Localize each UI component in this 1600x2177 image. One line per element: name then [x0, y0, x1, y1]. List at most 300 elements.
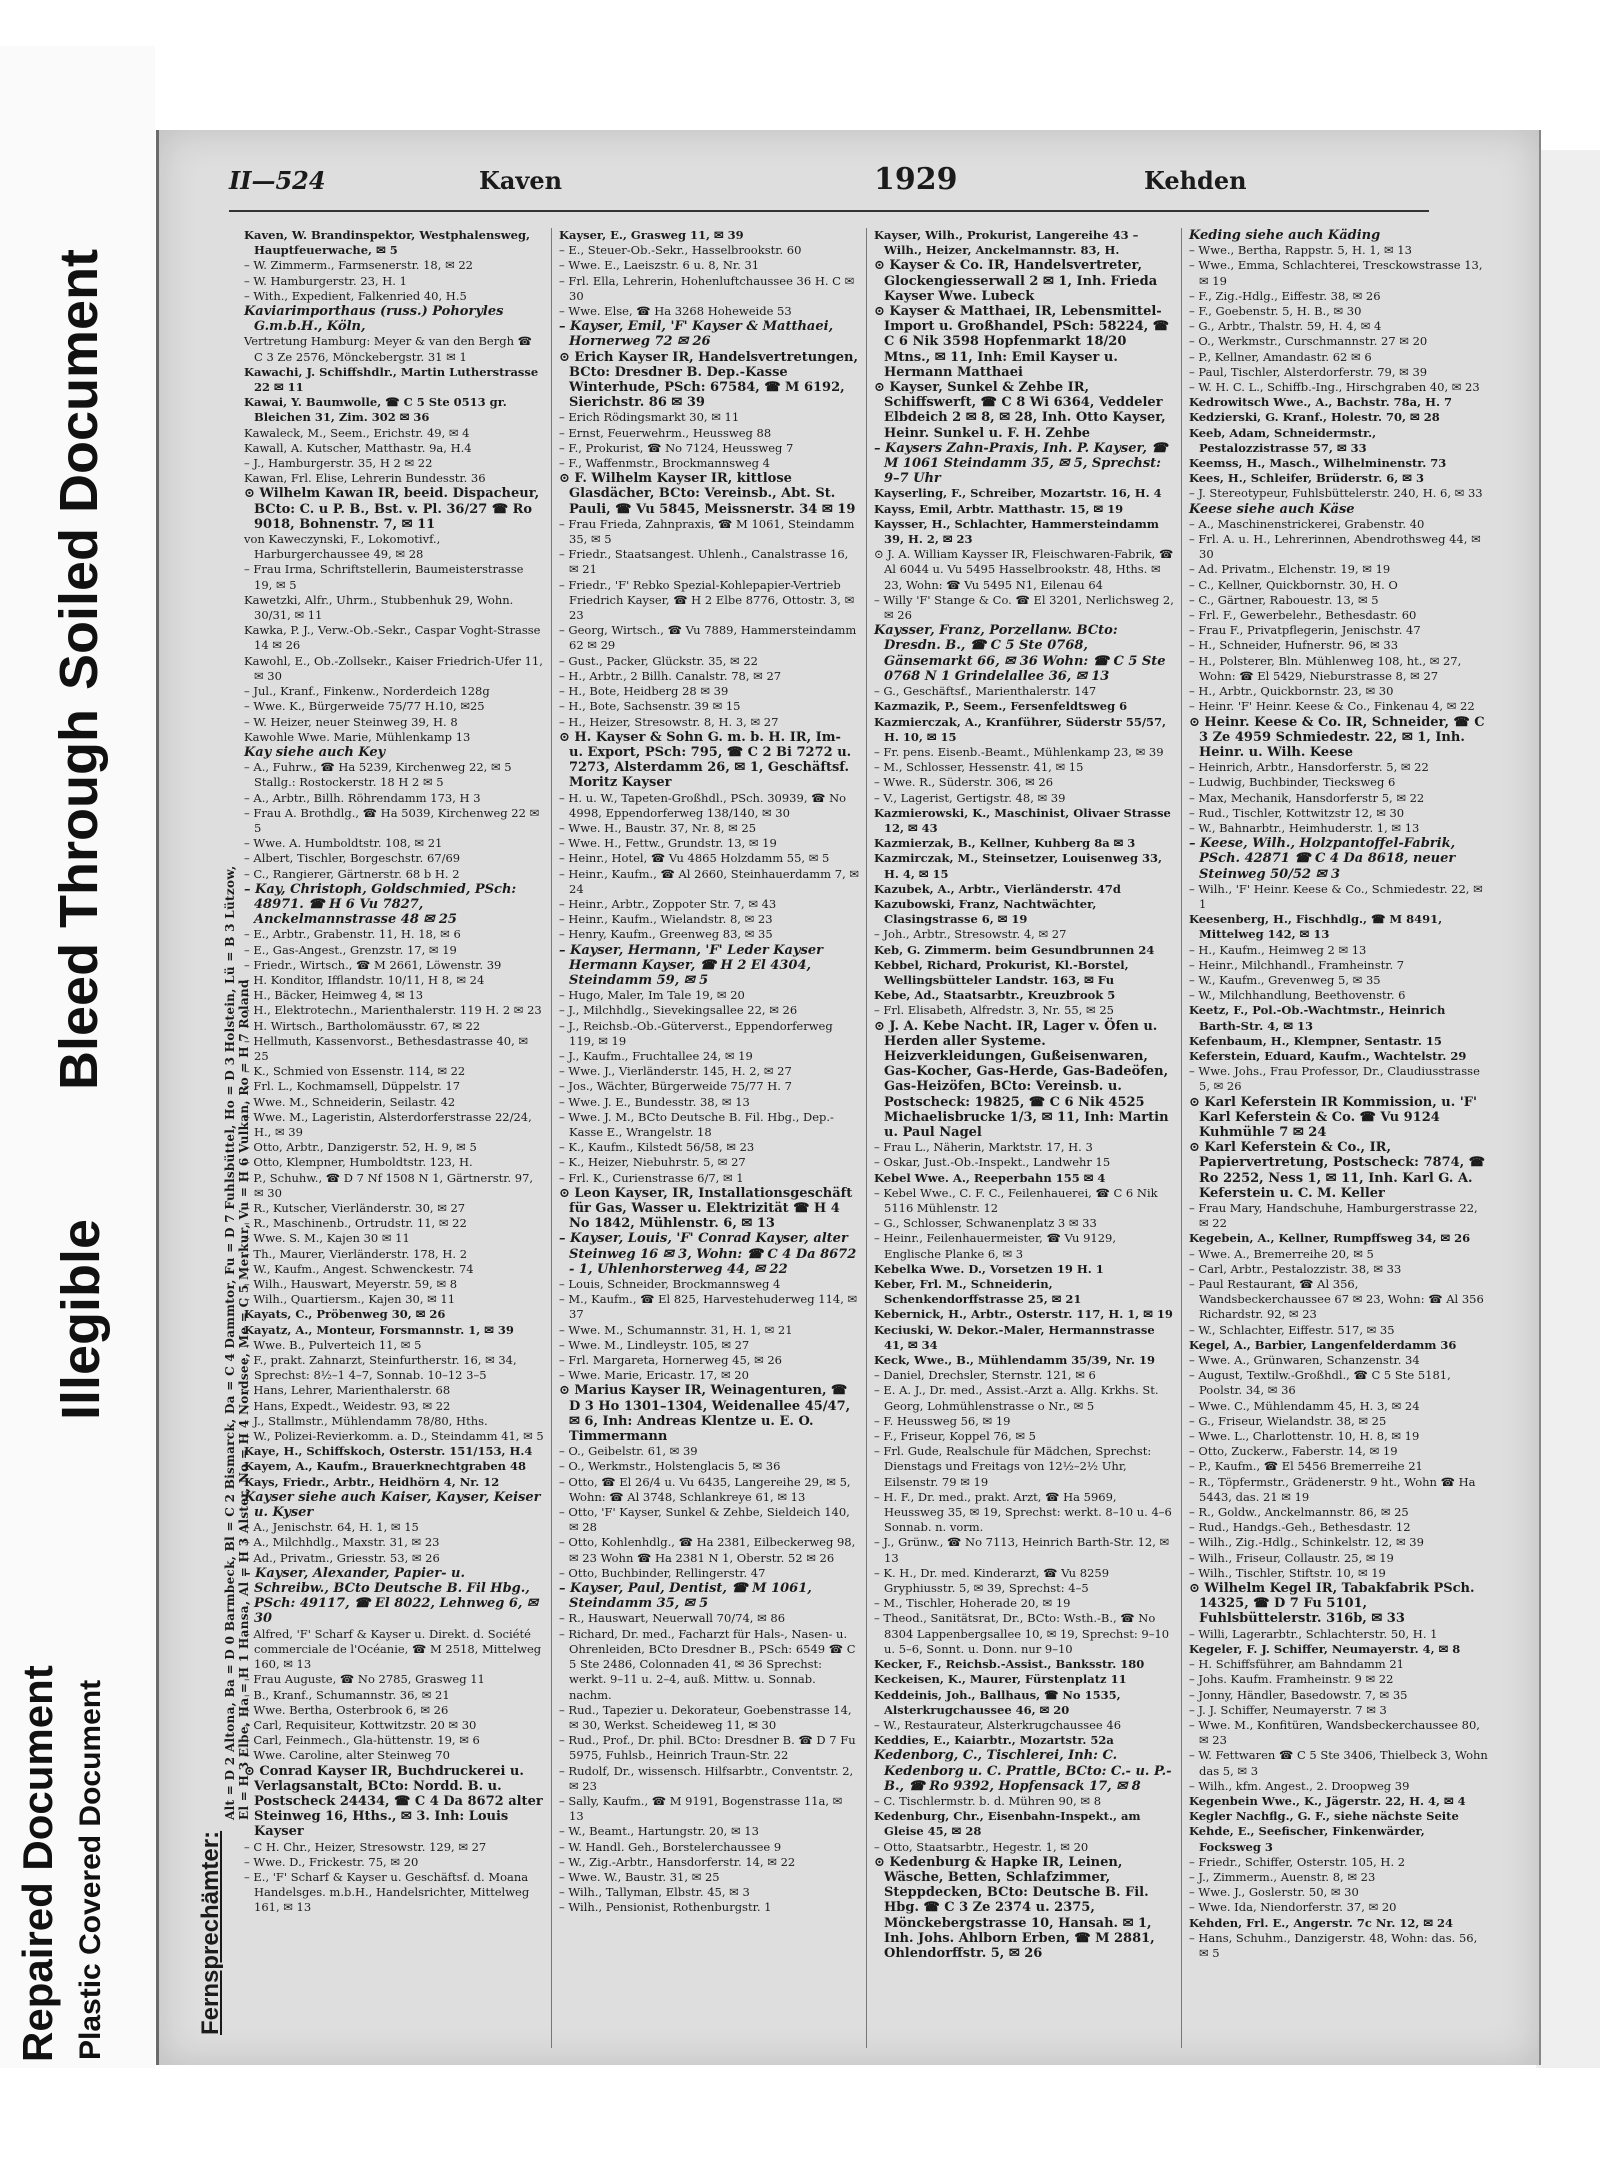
- directory-entry: – Wwe. R., Süderstr. 306, ✉ 26: [874, 775, 1054, 790]
- directory-entry: – Kayser, Alexander, Papier- u. Schreibw., BCto Deutsche B. Fil Hbg., PSch: 49117, ☎ El 8022, Lehnweg 6, ✉ 30: [244, 1565, 538, 1627]
- directory-entry: – Wwe. B., Pulverteich 11, ✉ 5: [244, 1337, 422, 1352]
- directory-entry: – Wwe. H., Fettw., Grundstr. 13, ✉ 19: [559, 836, 777, 851]
- directory-entry: Kaysser, Franz, Porzellanw. BCto: Dresdn. B., ☎ C 5 Ste 0768, Gänsemarkt 66, ✉ 36 Wohn: ☎ C 5 Ste 0768 N 1 Grindelallee 36, ✉ 13: [874, 623, 1166, 684]
- directory-entry: – H., Schneider, Hufnerstr. 96, ✉ 33: [1189, 638, 1399, 653]
- directory-entry: – Hellmuth, Kassenvorst., Bethesdastrasse 40, ✉ 25: [244, 1033, 529, 1063]
- directory-entry: – Otto, Buchbinder, Rellingerstr. 47: [559, 1565, 766, 1580]
- guide-word-last: Kehden: [1144, 166, 1247, 195]
- directory-entry: – J., Reichsb.-Ob.-Güterverst., Eppendorferweg 119, ✉ 19: [559, 1018, 833, 1048]
- directory-entry: Keferstein, Eduard, Kaufm., Wachtelstr. 29: [1189, 1048, 1467, 1063]
- directory-entry: – A., Fuhrw., ☎ Ha 5239, Kirchenweg 22, ✉ 5 Stallg.: Rostockerstr. 18 H 2 ✉ 5: [244, 760, 512, 790]
- directory-entry: – Kayser, Paul, Dentist, ☎ M 1061, Steindamm 35, ✉ 5: [559, 1581, 812, 1612]
- directory-entry: Kaven, W. Brandinspektor, Westphalensweg, Hauptfeuerwache, ✉ 5: [244, 228, 531, 258]
- directory-entry: – H., Elektrotechn., Marienthalerstr. 119 H. 2 ✉ 23: [244, 1003, 542, 1018]
- directory-column-4: [1189, 228, 1489, 1961]
- guide-word-first: Kaven: [479, 166, 563, 195]
- page-number: II—524: [229, 166, 326, 195]
- directory-entry: – Kayser, Hermann, 'F' Leder Kayser Hermann Kayser, ☎ H 2 El 4304, Steindamm 59, ✉ 5: [559, 942, 823, 988]
- directory-entry: – Wwe. Else, ☎ Ha 3268 Hoheweide 53: [559, 304, 792, 319]
- directory-entry: ⊙ Heinr. Keese & Co. IR, Schneider, ☎ C 3 Ze 4959 Schmiedestr. 22, ✉ 1, Inh. Heinr. u. Wilh. Keese: [1189, 714, 1485, 760]
- directory-entry: – Wwe. Marie, Ericastr. 17, ✉ 20: [559, 1368, 749, 1383]
- directory-entry: – Ad., Privatm., Griesstr. 53, ✉ 26: [244, 1550, 440, 1565]
- directory-entry: – Wwe. A. Humboldtstr. 108, ✉ 21: [244, 836, 443, 851]
- directory-entry: Keciuski, W. Dekor.-Maler, Hermannstrasse 41, ✉ 34: [874, 1322, 1155, 1352]
- label-illegible: Illegible: [51, 1218, 111, 1420]
- directory-entry: – H., Bäcker, Heimweg 4, ✉ 13: [244, 988, 424, 1003]
- directory-entry: – P., Schuhw., ☎ D 7 Nf 1508 N 1, Gärtnerstr. 97, ✉ 30: [244, 1170, 534, 1200]
- directory-entry: Kayats, C., Pröbenweg 30, ✉ 26: [244, 1307, 446, 1322]
- directory-entry: – Keese, Wilh., Holzpantoffel-Fabrik, PSch. 42871 ☎ C 4 Da 8618, neuer Steinweg 50/52 ✉ 3: [1189, 836, 1456, 882]
- directory-entry: Keddeinis, Joh., Ballhaus, ☎ No 1535, Alsterkrugchaussee 46, ✉ 20: [874, 1687, 1121, 1717]
- directory-entry: – Kebel Wwe., C. F. C., Feilenhauerei, ☎ C 6 Nik 5116 Mühlenstr. 12: [874, 1185, 1158, 1215]
- directory-entry: – Otto, Klempner, Humboldtstr. 123, H.: [244, 1155, 473, 1170]
- directory-entry: – W., Schlachter, Eiffestr. 517, ✉ 35: [1189, 1322, 1395, 1337]
- directory-entry: – Otto, Zuckerw., Faberstr. 14, ✉ 19: [1189, 1444, 1398, 1459]
- directory-entry: – Wwe. L., Charlottenstr. 10, H. 8, ✉ 19: [1189, 1429, 1420, 1444]
- label-bleed: Bleed Through: [49, 709, 109, 1090]
- directory-entry: – E., Steuer-Ob.-Sekr., Hasselbrookstr. 60: [559, 243, 802, 258]
- directory-entry: – A., Milchhdlg., Maxstr. 31, ✉ 23: [244, 1535, 440, 1550]
- directory-entry: – O., Werkmstr., Curschmannstr. 27 ✉ 20: [1189, 334, 1428, 349]
- directory-entry: – Wwe. J., Vierländerstr. 145, H. 2, ✉ 27: [559, 1064, 792, 1079]
- directory-entry: – Frl. F., Gewerbelehr., Bethesdastr. 60: [1189, 608, 1417, 623]
- directory-entry: – F., Friseur, Koppel 76, ✉ 5: [874, 1429, 1036, 1444]
- directory-entry: Keckeisen, K., Maurer, Fürstenplatz 11: [874, 1672, 1127, 1687]
- directory-entry: – R., Kutscher, Vierländerstr. 30, ✉ 27: [244, 1201, 466, 1215]
- directory-entry: ⊙ Kayser & Co. IR, Handelsvertreter, Glockengiesserwall 2 ✉ 1, Inh. Frieda Kayser Wwe. Lubeck: [874, 258, 1158, 304]
- directory-entry: Keeb, Adam, Schneidermstr., Pestalozzistrasse 57, ✉ 33: [1189, 425, 1377, 455]
- directory-entry: – Wwe. K., Bürgerweide 75/77 H.10, ✉25: [244, 699, 485, 714]
- directory-entry: ⊙ Leon Kayser, IR, Installationsgeschäft für Gas, Wasser u. Elektrizität ☎ H 4 No 1842, Mühlenstr. 6, ✉ 13: [559, 1185, 853, 1232]
- directory-entry: – Wwe. M., Lindleystr. 105, ✉ 27: [559, 1337, 750, 1352]
- directory-entry: Keetz, F., Pol.-Ob.-Wachtmstr., Heinrich Barth-Str. 4, ✉ 13: [1189, 1003, 1446, 1033]
- directory-entry: – Wwe. H., Baustr. 37, Nr. 8, ✉ 25: [559, 820, 757, 835]
- directory-entry: Keddies, E., Kaiarbtr., Mozartstr. 52a: [874, 1733, 1114, 1748]
- directory-entry: – Wwe. E., Laeiszstr. 6 u. 8, Nr. 31: [559, 258, 760, 273]
- directory-entry: – Alfred, 'F' Scharf & Kayser u. Direkt. d. Société commerciale de l'Océanie, ☎ M 2518, Mittelweg 160, ✉ 13: [244, 1626, 542, 1672]
- directory-entry: – Kayser, Emil, 'F' Kayser & Matthaei, Hornerweg 72 ✉ 26: [559, 319, 834, 350]
- directory-entry: – E., Arbtr., Grabenstr. 11, H. 18, ✉ 6: [244, 927, 461, 942]
- directory-entry: – E., Gas-Angest., Grenzstr. 17, ✉ 19: [244, 942, 457, 957]
- directory-entry: – R., Hauswart, Neuerwall 70/74, ✉ 86: [559, 1611, 786, 1626]
- directory-entry: – Wwe. Caroline, alter Steinweg 70: [244, 1748, 450, 1763]
- directory-entry: – Kayser, Louis, 'F' Conrad Kayser, alter Steinweg 16 ✉ 3, Wohn: ☎ C 4 Da 8672 - 1, Uhlenhorsterweg 44, ✉ 22: [559, 1231, 857, 1277]
- directory-entry: – J., Grünw., ☎ No 7113, Heinrich Barth-Str. 12, ✉ 13: [874, 1535, 1170, 1565]
- directory-year: 1929: [874, 162, 958, 197]
- directory-entry: – A., Arbtr., Billh. Röhrendamm 173, H 3: [244, 790, 481, 805]
- directory-entry: – Sally, Kaufm., ☎ M 9191, Bogenstrasse 11a, ✉ 13: [559, 1793, 843, 1824]
- directory-entry: – Wwe. D., Frickestr. 75, ✉ 20: [244, 1854, 419, 1869]
- directory-entry: – Wilh., Tallyman, Elbstr. 45, ✉ 3: [559, 1885, 750, 1900]
- directory-entry: – Willi, Lagerarbtr., Schlachterstr. 50, H. 1: [1189, 1626, 1438, 1641]
- directory-entry: – Max, Mechanik, Hansdorferstr 5, ✉ 22: [1189, 790, 1425, 805]
- directory-entry: – H. Schiffsführer, am Bahndamm 21: [1189, 1657, 1404, 1672]
- directory-entry: – W., Bahnarbtr., Heimhuderstr. 1, ✉ 13: [1189, 820, 1420, 835]
- directory-entry: – Heinr., Feilenhauermeister, ☎ Vu 9129, Englische Planke 6, ✉ 3: [874, 1231, 1117, 1261]
- directory-entry: – Otto, Staatsarbtr., Hegestr. 1, ✉ 20: [874, 1839, 1089, 1854]
- directory-entry: – J., Stallmstr., Mühlendamm 78/80, Hths.: [244, 1413, 488, 1428]
- directory-entry: – W. Hamburgerstr. 23, H. 1: [244, 273, 407, 288]
- directory-entry: – Frau F., Privatpflegerin, Jenischstr. 47: [1189, 623, 1421, 638]
- directory-entry: Kayser, Wilh., Prokurist, Langereihe 43 – Wilh., Heizer, Anckelmannstr. 83, H.: [874, 228, 1139, 258]
- directory-entry: Kegebein, A., Kellner, Rumpffsweg 34, ✉ 26: [1189, 1231, 1471, 1246]
- directory-entry: Keesenberg, H., Fischhdlg., ☎ M 8491, Mittelweg 142, ✉ 13: [1189, 912, 1443, 942]
- directory-entry: – J., Zimmerm., Auenstr. 8, ✉ 23: [1189, 1869, 1376, 1884]
- directory-entry: Kawall, A. Kutscher, Matthastr. 9a, H.4: [244, 440, 472, 455]
- directory-entry: – W., Kaufm., Grevenweg 5, ✉ 35: [1189, 972, 1381, 987]
- directory-entry: – Wwe. M., Konfitüren, Wandsbeckerchaussee 80, ✉ 23: [1189, 1717, 1480, 1748]
- directory-entry: Kees, H., Schleifer, Brüderstr. 6, ✉ 3: [1189, 471, 1424, 486]
- directory-entry: – F., Goebenstr. 5, H. B., ✉ 30: [1189, 304, 1362, 319]
- directory-entry: – Friedr., Wirtsch., ☎ M 2661, Löwenstr. 39: [244, 957, 502, 972]
- directory-entry: – Willy 'F' Stange & Co. ☎ El 3201, Nerlichsweg 2, ✉ 26: [874, 592, 1174, 623]
- directory-entry: – Friedr., 'F' Rebko Spezial-Kohlepapier-Vertrieb Friedrich Kayser, ☎ H 2 Elbe 8776, Ottostr. 3, ✉ 23: [559, 577, 855, 623]
- directory-entry: – Kay, Christoph, Goldschmied, PSch: 48971. ☎ H 6 Vu 7827, Anckelmannstrasse 48 ✉ 25: [244, 881, 517, 928]
- directory-entry: – Rud., Tischler, Kottwitzstr 12, ✉ 30: [1189, 805, 1405, 820]
- directory-entry: – Wilh., 'F' Heinr. Keese & Co., Schmiedestr. 22, ✉ 1: [1189, 881, 1483, 911]
- directory-entry: – M., Schlosser, Hessenstr. 41, ✉ 15: [874, 760, 1084, 775]
- directory-entry: Keemss, H., Masch., Wilhelminenstr. 73: [1189, 456, 1447, 471]
- directory-entry: – Rud., Tapezier u. Dekorateur, Goebenstrasse 14, ✉ 30, Werkst. Scheideweg 11, ✉ 30: [559, 1702, 852, 1732]
- directory-entry: – Frl. Elisabeth, Alfredstr. 3, Nr. 55, ✉ 25: [874, 1003, 1114, 1018]
- directory-entry: – Daniel, Drechsler, Sternstr. 121, ✉ 6: [874, 1368, 1096, 1383]
- directory-entry: Kazmirczak, M., Steinsetzer, Louisenweg 33, H. 4, ✉ 15: [874, 851, 1163, 881]
- directory-column-2: [559, 228, 859, 1916]
- directory-column-3: [874, 228, 1174, 1961]
- directory-entry: – Paul Restaurant, ☎ Al 356, Wandsbeckerchaussee 67 ✉ 23, Wohn: ☎ Al 356 Richardstr. 92, ✉ 23: [1189, 1277, 1484, 1322]
- directory-entry: Kawachi, J. Schiffshdlr., Martin Lutherstrasse 22 ✉ 11: [244, 364, 539, 395]
- directory-entry: – H., Bote, Heidberg 28 ✉ 39: [559, 684, 729, 699]
- directory-entry: – Heinr., Hotel, ☎ Vu 4865 Holzdamm 55, ✉ 5: [559, 851, 830, 866]
- directory-entry: – Hans, Expedt., Weidestr. 93, ✉ 22: [244, 1398, 451, 1413]
- directory-entry: – Wilh., Hauswart, Meyerstr. 59, ✉ 8: [244, 1277, 458, 1292]
- directory-entry: – Ad. Privatm., Elchenstr. 19, ✉ 19: [1189, 562, 1391, 577]
- directory-entry: – Georg, Wirtsch., ☎ Vu 7889, Hammersteindamm 62 ✉ 29: [559, 623, 857, 653]
- directory-entry: Kecker, F., Reichsb.-Assist., Banksstr. 180: [874, 1657, 1145, 1672]
- directory-entry: – P., Kaufm., ☎ El 5456 Bremerreihe 21: [1189, 1459, 1423, 1474]
- directory-entry: – H. Konditor, Ifflandstr. 10/11, H 8, ✉ 24: [244, 972, 485, 987]
- directory-entry: – Frau L., Näherin, Marktstr. 17, H. 3: [874, 1140, 1093, 1155]
- directory-entry: – Wwe. Johs., Frau Professor, Dr., Claudiusstrasse 5, ✉ 26: [1189, 1064, 1480, 1094]
- directory-entry: – Rud., Handgs.-Geh., Bethesdastr. 12: [1189, 1520, 1411, 1535]
- directory-entry: – Erich Rödingsmarkt 30, ✉ 11: [559, 410, 740, 425]
- directory-entry: Kazubowski, Franz, Nachtwächter, Clasingstrasse 6, ✉ 19: [874, 896, 1097, 927]
- directory-entry: – G., Friseur, Wielandstr. 38, ✉ 25: [1189, 1413, 1387, 1428]
- directory-entry: – W. Heizer, neuer Steinweg 39, H. 8: [244, 714, 458, 729]
- directory-entry: Kebelka Wwe. D., Vorsetzen 19 H. 1: [874, 1261, 1104, 1276]
- directory-entry: – C., Kellner, Quickbornstr. 30, H. O: [1189, 577, 1398, 592]
- directory-entry: – V., Lagerist, Gertigstr. 48, ✉ 39: [874, 790, 1066, 805]
- directory-entry: – W., Kaufm., Angest. Schwenckestr. 74: [244, 1261, 474, 1276]
- directory-entry: – F., Waffenmstr., Brockmannsweg 4: [559, 456, 770, 471]
- directory-entry: – F., prakt. Zahnarzt, Steinfurtherstr. 16, ✉ 34, Sprechst: 8½–1 4–7, Sonnab. 10–12 3–5: [244, 1353, 517, 1383]
- directory-entry: – Wwe. J., Goslerstr. 50, ✉ 30: [1189, 1885, 1359, 1900]
- sidebar-title: Fernsprechämter:: [197, 1830, 224, 2035]
- directory-entry: ⊙ Karl Keferstein IR Kommission, u. 'F' Karl Keferstein & Co. ☎ Vu 9124 Kuhmühle 7 ✉ 24: [1189, 1094, 1477, 1140]
- directory-entry: – J. J. Schiffer, Neumayerstr. 7 ✉ 3: [1189, 1702, 1387, 1717]
- directory-entry: – H., Arbtr., 2 Billh. Canalstr. 78, ✉ 27: [559, 668, 782, 683]
- directory-entry: – F., Prokurist, ☎ No 7124, Heussweg 7: [559, 440, 794, 455]
- directory-entry: Keding siehe auch Käding: [1189, 228, 1381, 243]
- directory-column-1: [244, 228, 544, 1916]
- directory-entry: – Jul., Kranf., Finkenw., Norderdeich 128g: [244, 684, 490, 699]
- scanned-page: [156, 130, 1541, 2065]
- directory-entry: – Wwe., Emma, Schlachterei, Tresckowstrasse 13, ✉ 19: [1189, 258, 1483, 288]
- directory-entry: – C. Tischlermstr. b. d. Mühren 90, ✉ 8: [874, 1793, 1102, 1808]
- directory-entry: – Wwe. J. M., BCto Deutsche B. Fil. Hbg., Dep.-Kasse E., Wrangelstr. 18: [559, 1109, 834, 1139]
- directory-entry: – Joh., Arbtr., Stresowstr. 4, ✉ 27: [874, 927, 1067, 942]
- directory-entry: Keber, Frl. M., Schneiderin, Schenkendorffstrasse 25, ✉ 21: [874, 1277, 1082, 1307]
- directory-entry: ⊙ H. Kayser & Sohn G. m. b. H. IR, Im- u. Export, PSch: 795, ☎ C 2 Bi 7272 u. 7273, Alsterdamm 26, ✉ 1, Geschäftsf. Moritz Kayser: [559, 729, 852, 791]
- directory-entry: – P., Kellner, Amandastr. 62 ✉ 6: [1189, 349, 1372, 364]
- directory-entry: ⊙ Marius Kayser IR, Weinagenturen, ☎ D 3 Ho 1301–1304, Weidenallee 45/47, ✉ 6, Inh: Andreas Klentze u. E. O. Timmermann: [559, 1383, 851, 1445]
- directory-entry: Kays, Friedr., Arbtr., Heidhörn 4, Nr. 12: [244, 1474, 500, 1489]
- directory-entry: – Heinr., Milchhandl., Framheinstr. 7: [1189, 957, 1405, 972]
- directory-entry: Kegenbein Wwe., K., Jägerstr. 22, H. 4, ✉ 4: [1189, 1793, 1466, 1808]
- directory-entry: – Heinrich, Arbtr., Hansdorferstr. 5, ✉ 22: [1189, 760, 1429, 775]
- directory-entry: – M., Kaufm., ☎ El 825, Harvestehuderweg 114, ✉ 37: [559, 1292, 858, 1322]
- directory-entry: – R., Maschinenb., Ortrudstr. 11, ✉ 22: [244, 1216, 467, 1231]
- directory-entry: – Otto, ☎ El 26/4 u. Vu 6435, Langereihe 29, ✉ 5, Wohn: ☎ Al 3748, Schlankreye 61, ✉ 13: [559, 1474, 851, 1504]
- directory-entry: – Jonny, Händler, Basedowstr. 7, ✉ 35: [1189, 1687, 1408, 1702]
- directory-entry: – H., Polsterer, Bln. Mühlenweg 108, ht., ✉ 27, Wohn: ☎ El 5429, Nieburstrasse 8, ✉ 27: [1189, 653, 1462, 683]
- directory-entry: – Heinr., Kaufm., ☎ Al 2660, Steinhauerdamm 7, ✉ 24: [559, 866, 860, 896]
- directory-entry: – W. H. C. L., Schiffb.-Ing., Hirschgraben 40, ✉ 23: [1189, 380, 1480, 395]
- directory-entry: – H., Bote, Sachsenstr. 39 ✉ 15: [559, 699, 741, 714]
- directory-entry: – Carl, Arbtr., Pestalozzistr. 38, ✉ 33: [1189, 1261, 1402, 1276]
- directory-entry: Kayatz, A., Monteur, Forsmannstr. 1, ✉ 39: [244, 1322, 514, 1337]
- directory-entry: Kawohl, E., Ob.-Zollsekr., Kaiser Friedrich-Ufer 11, ✉ 30: [244, 653, 543, 683]
- label-plastic: Plastic Covered Document: [74, 1679, 107, 2060]
- directory-entry: – Frl. A. u. H., Lehrerinnen, Abendrothsweg 44, ✉ 30: [1189, 532, 1481, 562]
- directory-entry: ⊙ J. A. Kebe Nacht. IR, Lager v. Öfen u. Herden aller Systeme. Heizverkleidungen, Gußeisenwaren, Gas-Kocher, Gas-Herde, Gas-Badeöfen, Gas-Heizöfen, BCto: Vereinsb. u. Postscheck: 19825, ☎ C 6 Nik 4525 Michaelisbrucke 1/3, ✉ 11, Inh: Martin u. Paul Nagel: [874, 1018, 1169, 1140]
- directory-entry: – Frl. Gude, Realschule für Mädchen, Sprechst: Dienstags und Freitags von 12½–2½ Uhr, Eilsenstr. 79 ✉ 19: [874, 1444, 1152, 1489]
- directory-entry: – G., Schlosser, Schwanenplatz 3 ✉ 33: [874, 1216, 1097, 1231]
- directory-entry: Kawka, P. J., Verw.-Ob.-Sekr., Caspar Voght-Strasse 14 ✉ 26: [244, 623, 541, 653]
- directory-entry: Kayss, Emil, Arbtr. Matthastr. 15, ✉ 19: [874, 501, 1124, 516]
- directory-entry: – J., Kaufm., Fruchtallee 24, ✉ 19: [559, 1048, 753, 1063]
- directory-entry: Kay siehe auch Key: [244, 744, 386, 760]
- directory-entry: – Wwe., Bertha, Rappstr. 5, H. 1, ✉ 13: [1189, 243, 1412, 258]
- directory-entry: Kawohle Wwe. Marie, Mühlenkamp 13: [244, 729, 471, 744]
- directory-entry: Kaviarimporthaus (russ.) Pohoryles G.m.b.H., Köln,: [244, 304, 504, 335]
- directory-entry: – With., Expedient, Falkenried 40, H.5: [244, 288, 467, 303]
- directory-entry: – Fr. pens. Eisenb.-Beamt., Mühlenkamp 23, ✉ 39: [874, 744, 1164, 759]
- directory-entry: Kebe, Ad., Staatsarbtr., Kreuzbrook 5: [874, 988, 1116, 1003]
- directory-entry: Kebbel, Richard, Prokurist, Kl.-Borstel, Wellingsbütteler Landstr. 163, ✉ Fu: [874, 957, 1129, 987]
- directory-entry: – Otto, 'F' Kayser, Sunkel & Zehbe, Sieldeich 140, ✉ 28: [559, 1505, 850, 1535]
- directory-entry: – Paul, Tischler, Alsterdorferstr. 79, ✉ 39: [1189, 364, 1428, 379]
- directory-entry: – Frl. K., Curienstrasse 6/7, ✉ 1: [559, 1170, 744, 1185]
- directory-entry: – C., Rangierer, Gärtnerstr. 68 b H. 2: [244, 866, 460, 881]
- directory-entry: – J. Stereotypeur, Fuhlsbüttelerstr. 240, H. 6, ✉ 33: [1189, 486, 1483, 501]
- directory-entry: – Gust., Packer, Glückstr. 35, ✉ 22: [559, 653, 758, 668]
- directory-entry: – G., Arbtr., Thalstr. 59, H. 4, ✉ 4: [1189, 319, 1382, 334]
- directory-entry: – Richard, Dr. med., Facharzt für Hals-, Nasen- u. Ohrenleiden, BCto Dresdner B., PSch: 6549 ☎ C 5 Ste 2486, Colonnaden 41, ✉ 36 Sprechst: werkt. 9–11 u. 2–4, auß. Mittw. u. Sonnab. nachm.: [559, 1626, 856, 1702]
- directory-entry: – W., Beamt., Hartungstr. 20, ✉ 13: [559, 1824, 759, 1839]
- directory-entry: – W., Zig.-Arbtr., Hansdorferstr. 14, ✉ 22: [559, 1854, 796, 1869]
- directory-entry: – Wilh., kfm. Angest., 2. Droopweg 39: [1189, 1778, 1410, 1793]
- directory-entry: – R., Goldw., Anckelmannstr. 86, ✉ 25: [1189, 1505, 1409, 1520]
- directory-entry: Kazmazik, P., Seem., Fersenfeldtsweg 6: [874, 699, 1128, 714]
- directory-entry: – J., Milchhdlg., Sievekingsallee 22, ✉ 26: [559, 1003, 798, 1018]
- directory-entry: – Frl. L., Kochmamsell, Düppelstr. 17: [244, 1079, 461, 1094]
- directory-entry: – Wwe. J. E., Bundesstr. 38, ✉ 13: [559, 1094, 750, 1109]
- directory-entry: – Frl. Ella, Lehrerin, Hohenluftchaussee 36 H. C ✉ 30: [559, 273, 855, 303]
- directory-entry: Kefenbaum, H., Klempner, Sentastr. 15: [1189, 1033, 1442, 1048]
- directory-entry: – A., Maschinenstrickerei, Grabenstr. 40: [1189, 516, 1425, 531]
- directory-entry: ⊙ Karl Keferstein & Co., IR, Papiervertretung, Postscheck: 7874, ☎ Ro 2252, Ness 1, ✉ 11, Inh. Karl G. A. Keferstein u. C. M. Keller: [1189, 1140, 1485, 1201]
- top-margin: [0, 0, 1600, 46]
- directory-entry: – K., Schmied von Essenstr. 114, ✉ 22: [244, 1064, 466, 1079]
- directory-entry: – Henry, Kaufm., Greenweg 83, ✉ 35: [559, 927, 773, 942]
- directory-entry: Kedrowitsch Wwe., A., Bachstr. 78a, H. 7: [1189, 395, 1452, 410]
- exchange-codes-sidebar: [197, 280, 251, 2040]
- directory-entry: – Otto, Arbtr., Danzigerstr. 52, H. 9, ✉ 5: [244, 1140, 477, 1155]
- directory-entry: – W. Zimmerm., Farmsenerstr. 18, ✉ 22: [244, 258, 473, 273]
- directory-entry: Kayser siehe auch Kaiser, Kayser, Keiser u. Kyser: [244, 1489, 541, 1521]
- directory-entry: – Kaysers Zahn-Praxis, Inh. P. Kayser, ☎ M 1061 Steindamm 35, ✉ 5, Sprechst: 9–7 Uhr: [874, 440, 1168, 487]
- directory-entry: – Wwe. W., Baustr. 31, ✉ 25: [559, 1869, 720, 1884]
- directory-entry: – Hans, Lehrer, Marienthalerstr. 68: [244, 1383, 451, 1398]
- directory-entry: – Frau A. Brothdlg., ☎ Ha 5039, Kirchenweg 22 ✉ 5: [244, 805, 540, 835]
- directory-entry: – August, Textilw.-Großhdl., ☎ C 5 Ste 5181, Poolstr. 34, ✉ 36: [1189, 1368, 1451, 1398]
- directory-entry: Kawetzki, Alfr., Uhrm., Stubbenhuk 29, Wohn. 30/31, ✉ 11: [244, 592, 514, 623]
- directory-entry: ⊙ Wilhelm Kegel IR, Tabakfabrik PSch. 14325, ☎ D 7 Fu 5101, Fuhlsbüttelerstr. 316b, ✉ 33: [1189, 1581, 1475, 1627]
- directory-entry: – Hugo, Maler, Im Tale 19, ✉ 20: [559, 988, 745, 1003]
- directory-entry: – O., Werkmstr., Holstenglacis 5, ✉ 36: [559, 1459, 781, 1474]
- directory-entry: Kawaleck, M., Seem., Erichstr. 49, ✉ 4: [244, 425, 470, 440]
- directory-entry: – W. Handl. Geh., Borstelerchaussee 9: [559, 1839, 782, 1854]
- directory-entry: ⊙ Kedenburg & Hapke IR, Leinen, Wäsche, Betten, Schlafzimmer, Steppdecken, BCto: Deutsche B. Fil. Hbg. ☎ C 3 Ze 2374 u. 2375, Mönckebergstrasse 10, Hansah. ✉ 1, Inh. Johs. Ahlborn Erben, ☎ M 2881, Ohlendorffstr. 5, ✉ 26: [874, 1854, 1155, 1961]
- directory-entry: – Wwe. C., Mühlendamm 45, H. 3, ✉ 24: [1189, 1398, 1420, 1413]
- directory-entry: – Hans, Schuhm., Danzigerstr. 48, Wohn: das. 56, ✉ 5: [1189, 1930, 1478, 1960]
- directory-entry: – Rudolf, Dr., wissensch. Hilfsarbtr., Conventstr. 2, ✉ 23: [559, 1763, 854, 1793]
- directory-entry: – Albert, Tischler, Borgeschstr. 67/69: [244, 851, 461, 866]
- directory-entry: – A., Jenischstr. 64, H. 1, ✉ 15: [244, 1520, 419, 1535]
- directory-entry: Kedenborg, C., Tischlerei, Inh: C. Kedenborg u. C. Prattle, BCto: C.- u. P.-B., ☎ Ro 9392, Hopfensack 17, ✉ 8: [874, 1748, 1172, 1794]
- directory-entry: – Rud., Prof., Dr. phil. BCto: Dresdner B. ☎ D 7 Fu 5975, Fuhlsb., Heinrich Traun-Str. 22: [559, 1733, 856, 1763]
- directory-entry: Kayserling, F., Schreiber, Mozartstr. 16, H. 4: [874, 486, 1162, 501]
- directory-entry: – G., Geschäftsf., Marienthalerstr. 147: [874, 684, 1097, 699]
- directory-entry: – Wilh., Pensionist, Rothenburgstr. 1: [559, 1900, 772, 1915]
- directory-entry: – Carl, Requisiteur, Kottwitzstr. 20 ✉ 30: [244, 1717, 477, 1732]
- directory-entry: – Frau Mary, Handschuhe, Hamburgerstrasse 22, ✉ 22: [1189, 1201, 1478, 1231]
- directory-entry: – Wilh., Friseur, Collaustr. 25, ✉ 19: [1189, 1550, 1394, 1565]
- directory-entry: – Wilh., Quartiersm., Kajen 30, ✉ 11: [244, 1292, 456, 1307]
- directory-entry: Kehde, E., Seefischer, Finkenwärder, Focksweg 3: [1189, 1824, 1425, 1854]
- directory-entry: Kegeler, F. J. Schiffer, Neumayerstr. 4, ✉ 8: [1189, 1641, 1461, 1656]
- directory-entry: – Frau Frieda, Zahnpraxis, ☎ M 1061, Steindamm 35, ✉ 5: [559, 516, 855, 547]
- directory-entry: – Carl, Feinmech., Gla-hüttenstr. 19, ✉ 6: [244, 1733, 480, 1748]
- directory-entry: – H. Wirtsch., Bartholomäusstr. 67, ✉ 22: [244, 1018, 481, 1033]
- page-header: [229, 158, 1429, 212]
- directory-entry: – H. u. W., Tapeten-Großhdl., PSch. 30939, ☎ No 4998, Eppendorferweg 138/140, ✉ 30: [559, 790, 847, 820]
- directory-entry: ⊙ Kayser & Matthaei, IR, Lebensmittel-Import u. Großhandel, PSch: 58224, ☎ C 6 Nik 3598 Hopfenmarkt 18/20 Mtns., ✉ 11, Inh: Emil Kayser u. Hermann Matthaei: [874, 304, 1169, 380]
- directory-entry: Kegel, A., Barbier, Langenfelderdamm 36: [1189, 1337, 1457, 1352]
- directory-entry: – Heinr., Arbtr., Zoppoter Str. 7, ✉ 43: [559, 896, 777, 911]
- directory-entry: – Ernst, Feuerwehrm., Heussweg 88: [559, 425, 772, 440]
- directory-entry: – Wwe. M., Schumannstr. 31, H. 1, ✉ 21: [559, 1322, 793, 1337]
- directory-entry: Kedenburg, Chr., Eisenbahn-Inspekt., am Gleise 45, ✉ 28: [874, 1809, 1141, 1839]
- sidebar-codes-a: Alt = D 2 Altona, Ba = D 0 Barmbeck, Bl = C 2 Bismarck, Da = C 4 Dammtor, Fu = D 7 Fuhlsbüttel, Ho = D 3 Holstein, Lü = B 3 Lützow,: [223, 865, 237, 1820]
- directory-entry: – Otto, Kohlenhdlg., ☎ Ha 2381, Eilbeckerweg 98, ✉ 23 Wohn ☎ Ha 2381 N 1, Oberstr. 52 ✉ 26: [559, 1535, 856, 1565]
- directory-entry: – H., Kaufm., Heimweg 2 ✉ 13: [1189, 942, 1367, 957]
- directory-entry: – M., Tischler, Hoherade 20, ✉ 19: [874, 1596, 1071, 1611]
- directory-entry: Keb, G. Zimmerm. beim Gesundbrunnen 24: [874, 942, 1155, 957]
- directory-entry: ⊙ J. A. William Kaysser IR, Fleischwaren-Fabrik, ☎ Al 6044 u. Vu 5495 Hasselbrookstr. 48, Hths. ✉ 23, Wohn: ☎ Vu 5495 N1, Eilenau 64: [874, 547, 1174, 592]
- directory-entry: – J., Hamburgerstr. 35, H 2 ✉ 22: [244, 456, 433, 471]
- directory-entry: Vertretung Hamburg: Meyer & van den Bergh ☎ C 3 Ze 2576, Mönckebergstr. 31 ✉ 1: [244, 334, 532, 364]
- directory-entry: – Wwe. S. M., Kajen 30 ✉ 11: [244, 1231, 410, 1246]
- directory-entry: – Frl. Margareta, Hornerweg 45, ✉ 26: [559, 1353, 783, 1368]
- directory-entry: Kebernick, H., Arbtr., Osterstr. 117, H. 1, ✉ 19: [874, 1307, 1173, 1322]
- directory-entry: ⊙ Wilhelm Kawan IR, beeid. Dispacheur, BCto: C. u P. B., Bst. v. Pl. 36/27 ☎ Ro 9018, Bohnenstr. 7, ✉ 11: [244, 486, 540, 532]
- directory-entry: – Oskar, Just.-Ob.-Inspekt., Landwehr 15: [874, 1155, 1111, 1170]
- directory-entry: ⊙ Kayser, Sunkel & Zehbe IR, Schiffswerft, ☎ C 8 Wi 6364, Veddeler Elbdeich 2 ✉ 8, ✉ 28, Inh. Otto Kayser, Heinr. Sunkel u. F. H. Zehbe: [874, 380, 1166, 441]
- directory-entry: Kazubek, A., Arbtr., Vierländerstr. 47d: [874, 881, 1121, 896]
- directory-entry: – Wwe. A., Grünwaren, Schanzenstr. 34: [1189, 1353, 1420, 1368]
- directory-entry: Kazmierczak, A., Kranführer, Süderstr 55/57, H. 10, ✉ 15: [874, 714, 1167, 744]
- directory-entry: – C H. Chr., Heizer, Stresowstr. 129, ✉ 27: [244, 1839, 487, 1854]
- bottom-margin: [0, 2068, 1600, 2177]
- directory-entry: Keese siehe auch Käse: [1189, 501, 1355, 517]
- directory-entry: – K., Heizer, Niebuhrstr. 5, ✉ 27: [559, 1155, 746, 1170]
- directory-entry: – Heinr., Kaufm., Wielandstr. 8, ✉ 23: [559, 912, 773, 927]
- directory-entry: – Wilh., Tischler, Stiftstr. 10, ✉ 19: [1189, 1565, 1386, 1580]
- directory-entry: Kaysser, H., Schlachter, Hammersteindamm 39, H. 2, ✉ 23: [874, 516, 1159, 547]
- directory-entry: – Wwe. M., Schneiderin, Seilastr. 42: [244, 1094, 456, 1109]
- directory-entry: – Heinr. 'F' Heinr. Keese & Co., Finkenau 4, ✉ 22: [1189, 699, 1475, 714]
- directory-entry: – F. Heussweg 56, ✉ 19: [874, 1413, 1011, 1428]
- directory-entry: Kedzierski, G. Kranf., Holestr. 70, ✉ 28: [1189, 410, 1440, 425]
- column-rule: [866, 228, 867, 2048]
- directory-entry: – B., Kranf., Schumannstr. 36, ✉ 21: [244, 1687, 450, 1702]
- directory-entry: – F., Zig.-Hdlg., Eiffestr. 38, ✉ 26: [1189, 288, 1381, 303]
- directory-entry: – Wwe. M., Lageristin, Alsterdorferstrasse 22/24, H., ✉ 39: [244, 1109, 532, 1139]
- directory-entry: – K., Kaufm., Kilstedt 56/58, ✉ 23: [559, 1140, 755, 1155]
- directory-entry: Kayser, E., Grasweg 11, ✉ 39: [559, 228, 744, 242]
- directory-entry: Kehden, Frl. E., Angerstr. 7c Nr. 12, ✉ 24: [1189, 1915, 1454, 1930]
- directory-entry: – Ludwig, Buchbinder, Tiecksweg 6: [1189, 775, 1396, 790]
- directory-entry: – C., Gärtner, Rabouestr. 13, ✉ 5: [1189, 592, 1379, 607]
- directory-entry: – W. Fettwaren ☎ C 5 Ste 3406, Thielbeck 3, Wohn das 5, ✉ 3: [1189, 1748, 1488, 1778]
- directory-entry: – Frau Auguste, ☎ No 2785, Grasweg 11: [244, 1672, 485, 1687]
- directory-entry: – H., Arbtr., Quickbornstr. 23, ✉ 30: [1189, 684, 1394, 699]
- directory-entry: – K. H., Dr. med. Kinderarzt, ☎ Vu 8259 Gryphiusstr. 5, ✉ 39, Sprechst: 4–5: [874, 1565, 1110, 1596]
- directory-entry: – Wwe. Ida, Niendorferstr. 37, ✉ 20: [1189, 1900, 1397, 1915]
- directory-entry: – W., Milchhandlung, Beethovenstr. 6: [1189, 988, 1406, 1003]
- sidebar-codes-b: El = H 3 Elbe, Ha = H 1 Hansa, Al = H 3 Alster, No = H 4 Nordsee, Me = C 5 Merkur, Vu = H 6 Vulkan, Ro = H 7 Roland: [237, 979, 251, 1820]
- directory-entry: von Kaweczynski, F., Lokomotivf., Harburgerchaussee 49, ✉ 28: [244, 532, 441, 562]
- directory-entry: – Friedr., Schiffer, Osterstr. 105, H. 2: [1189, 1854, 1406, 1869]
- directory-entry: Kazmierowski, K., Maschinist, Olivaer Strasse 12, ✉ 43: [874, 805, 1171, 835]
- directory-entry: Kebel Wwe. A., Reeperbahn 155 ✉ 4: [874, 1170, 1106, 1185]
- directory-entry: – Louis, Schneider, Brockmannsweg 4: [559, 1277, 781, 1292]
- directory-entry: – W., Restaurateur, Alsterkrugchaussee 46: [874, 1717, 1122, 1732]
- directory-entry: – E., 'F' Scharf & Kayser u. Geschäftsf. d. Moana Handelsges. m.b.H., Handelsrichter, Mittelweg 161, ✉ 13: [244, 1869, 530, 1915]
- directory-entry: ⊙ Erich Kayser IR, Handelsvertretungen, BCto: Dresdner B. Dep.-Kasse Winterhude, PSch: 67584, ☎ M 6192, Sierichstr. 86 ✉ 39: [559, 349, 859, 411]
- page-right-edge: [1536, 150, 1600, 2070]
- directory-entry: – H. F., Dr. med., prakt. Arzt, ☎ Ha 5969, Heussweg 35, ✉ 19, Sprechst: werkt. 8–10 u. 4–6 Sonnab. n. vorm.: [874, 1489, 1172, 1535]
- label-repaired: Repaired Document: [14, 1665, 61, 2062]
- directory-entry: ⊙ F. Wilhelm Kayser IR, kittlose Glasdächer, BCto: Vereinsb., Abt. St. Pauli, ☎ Vu 5845, Meissnerstr. 34 ✉ 19: [559, 471, 856, 517]
- directory-entry: – W., Polizei-Revierkomm. a. D., Steindamm 41, ✉ 5: [244, 1429, 544, 1444]
- directory-entry: Kawai, Y. Baumwolle, ☎ C 5 Ste 0513 gr. Bleichen 31, Zim. 302 ✉ 36: [244, 395, 507, 425]
- directory-entry: – Jos., Wächter, Bürgerweide 75/77 H. 7: [559, 1079, 792, 1094]
- column-rule: [551, 228, 552, 2048]
- directory-entry: Kawan, Frl. Elise, Lehrerin Bundesstr. 36: [244, 471, 486, 486]
